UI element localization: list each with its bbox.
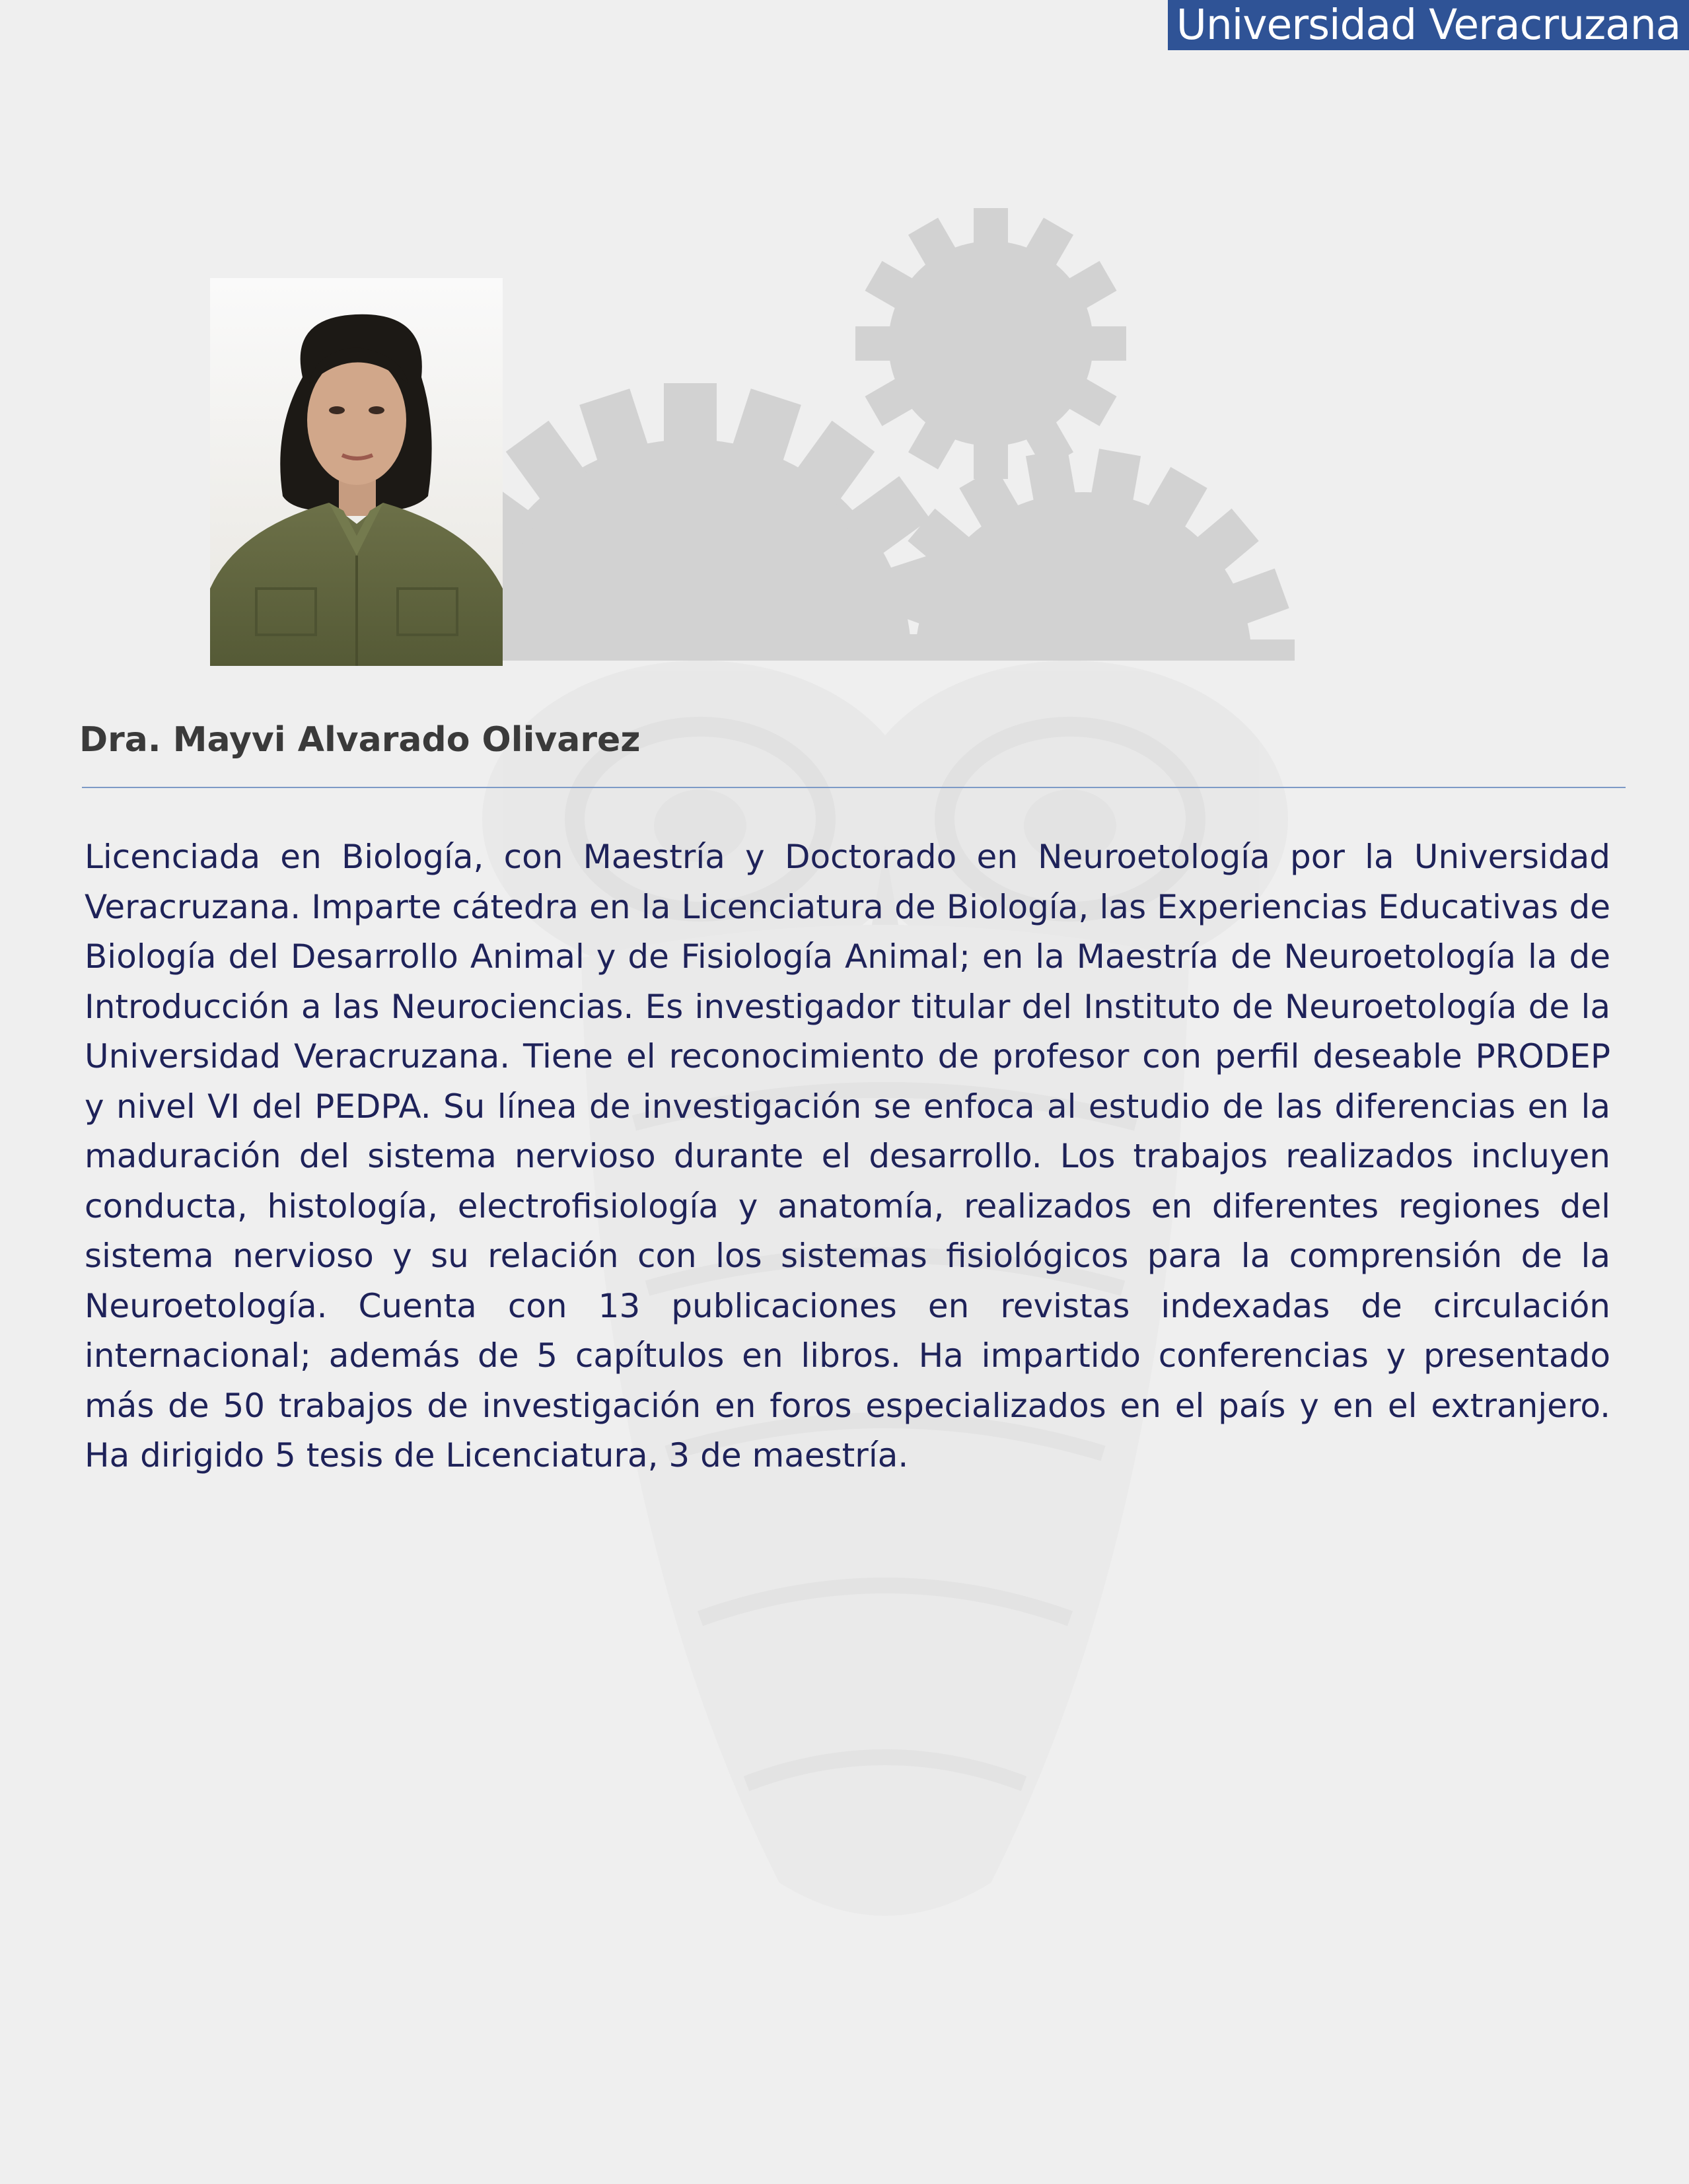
university-brand-header [1168,0,1689,50]
portrait-photo-icon [210,278,503,666]
biography-paragraph: Licenciada en Biología, con Maestría y Doctorado en Neuroetología por la Universidad Veracruzana. Imparte cátedra en la Licenciatura de Biología, las Experiencias Educativas de Biología del Desarrollo Animal y de Fisiología Animal; en la Maestría de Neuroetología la de Introducción a las Neurociencias. Es investigador titular del Instituto de Neuroetología de la Universidad Veracruzana. Tiene el reconocimiento de profesor con perfil deseable PRODEP y nivel VI del PEDPA. Su línea de investigación se enfoca al estudio de las diferencias en la maduración del sistema nervioso durante el desarrollo. Los trabajos realizados incluyen conducta, histología, electrofisiología y anatomía, realizados en diferentes regiones del sistema nervioso y su relación con los sistemas fisiológicos para la comprensión de la Neuroetología. Cuenta con 13 publicaciones en revistas indexadas de circulación internacional; además de 5 capítulos en libros. Ha impartido conferencias y presentado más de 50 trabajos de investigación en foros especializados en el país y en el extranjero. Ha dirigido 5 tesis de Licenciatura, 3 de maestría. [85,838,1610,1474]
person-name-heading: Dra. Mayvi Alvarado Olivarez [79,720,641,760]
brand-text: Universidad Veracruzana [1176,1,1681,49]
section-divider [82,787,1626,788]
